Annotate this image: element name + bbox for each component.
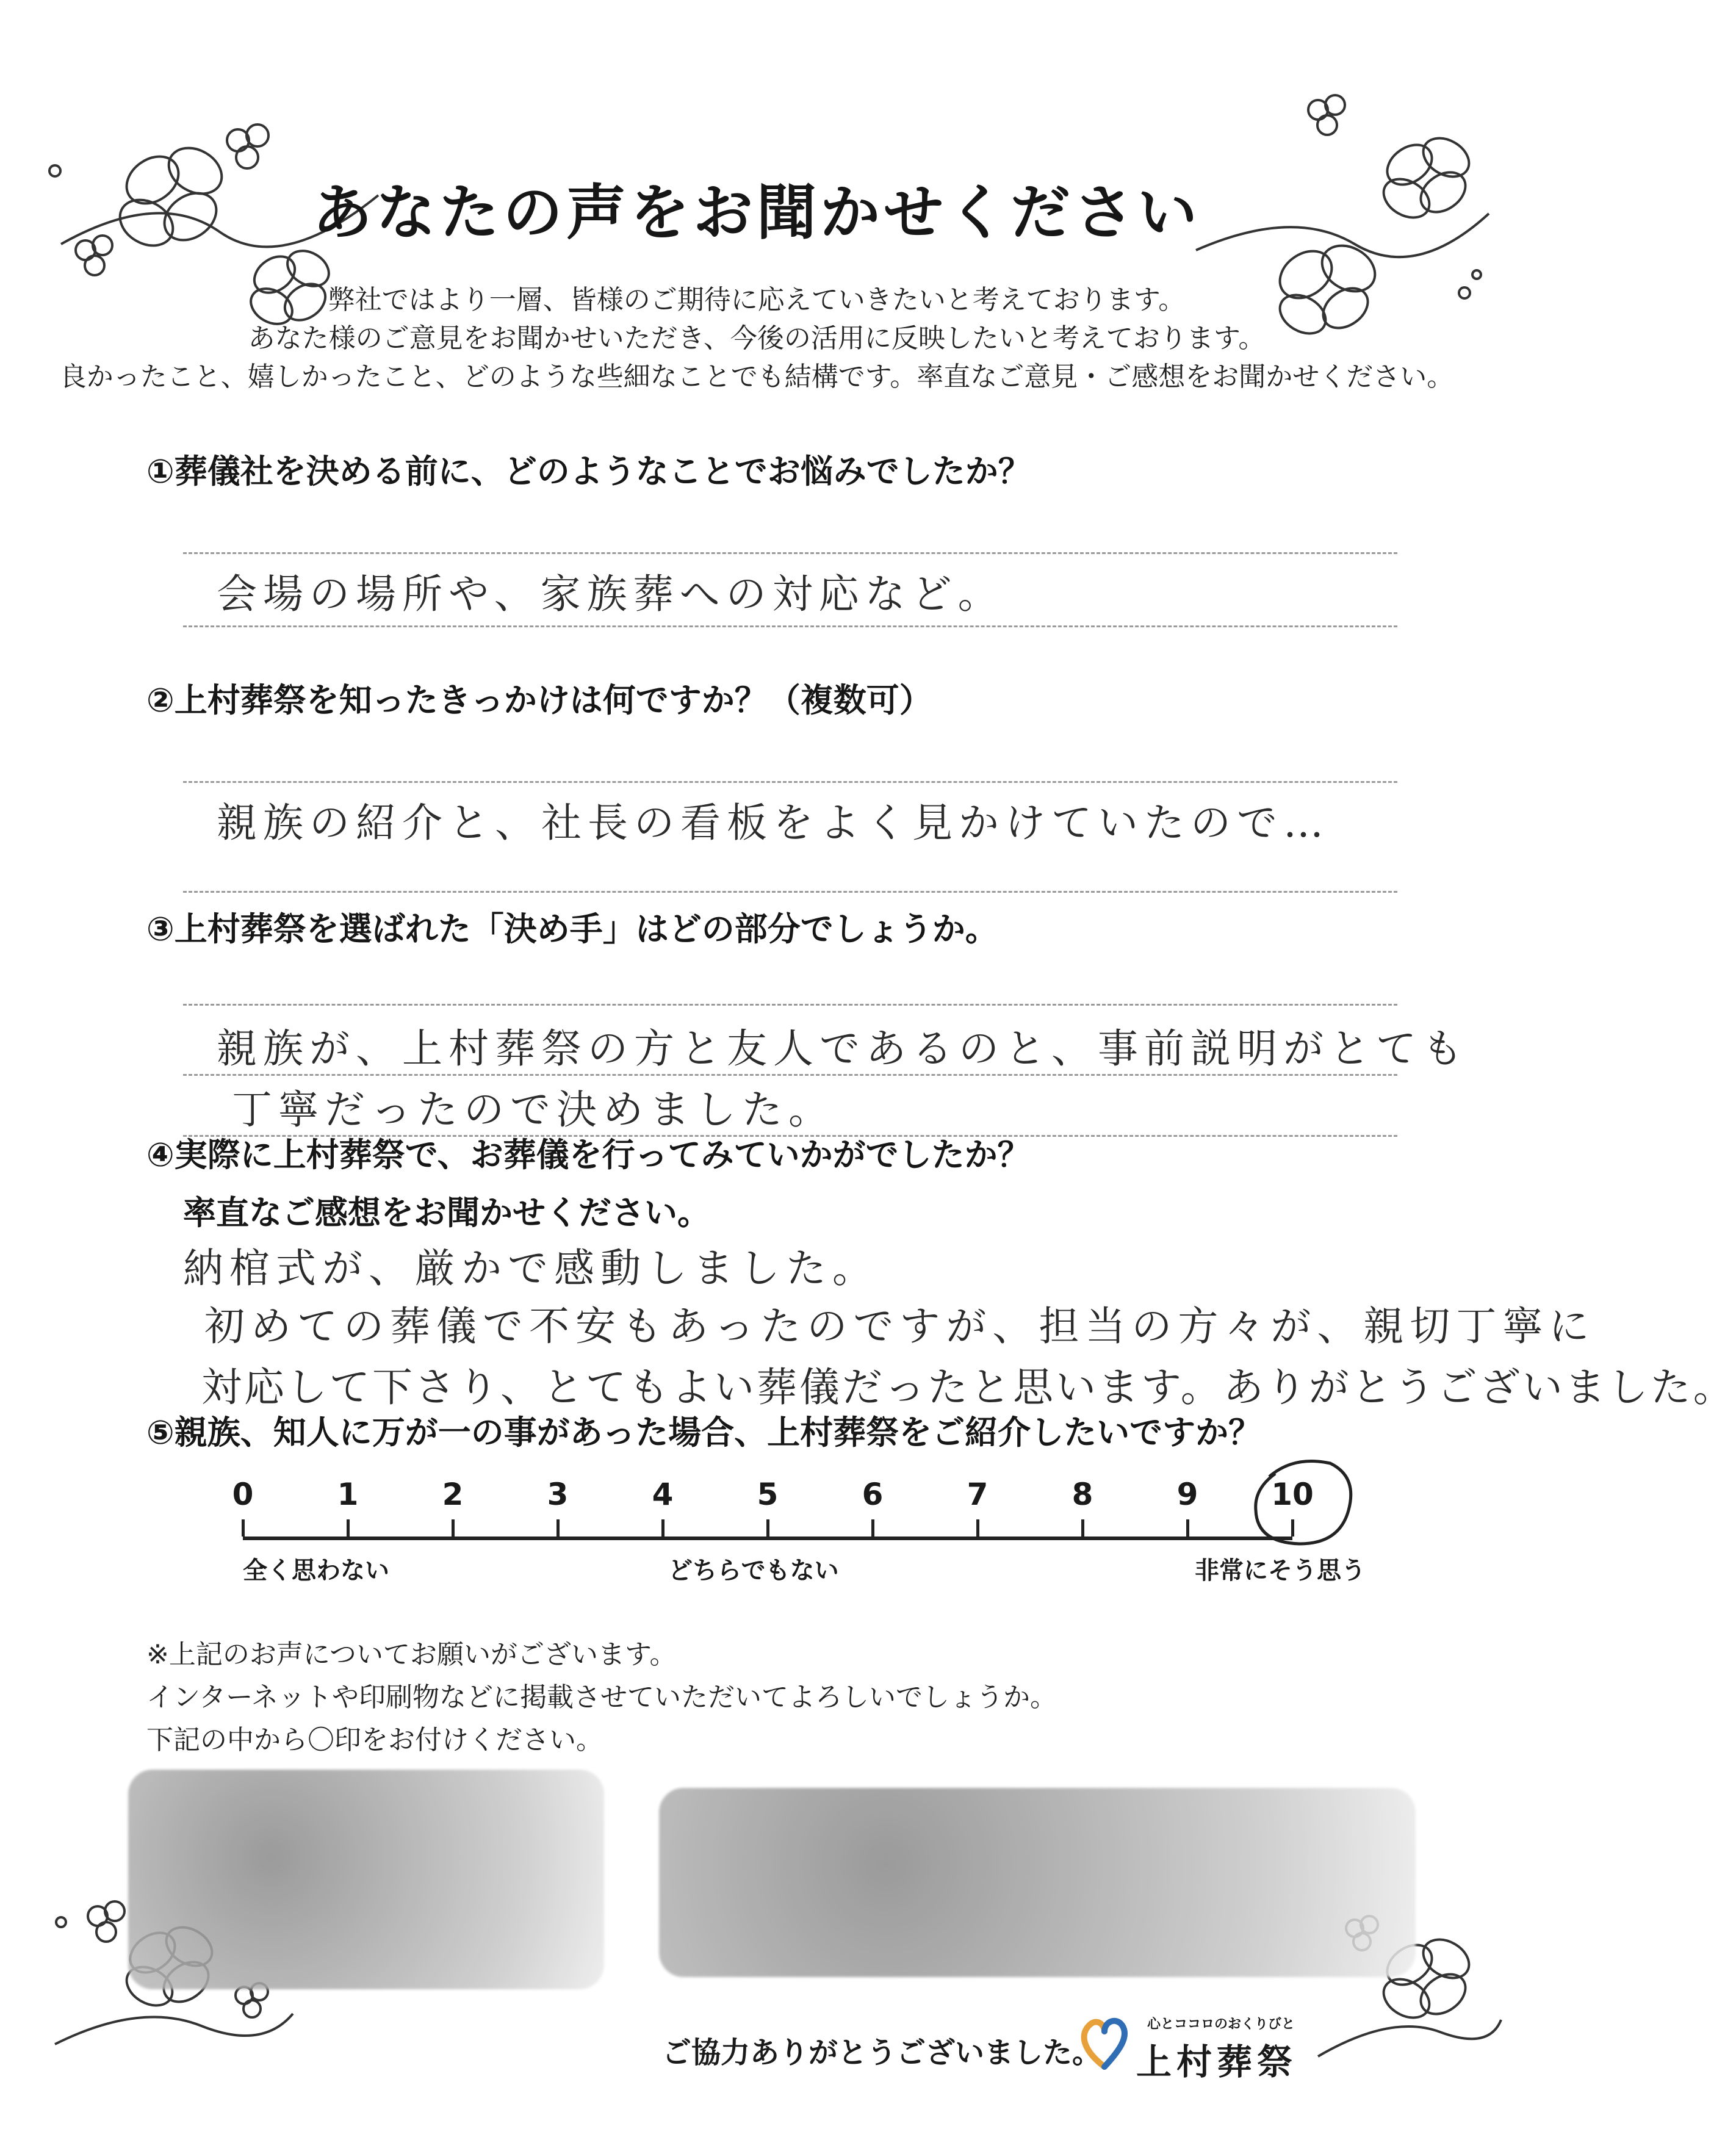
logo-tagline: 心とココロのおくりびと	[1147, 2017, 1295, 2032]
scale-number-1: 1	[337, 1477, 359, 1512]
note-line-3: 下記の中から〇印をお付けください。	[146, 1724, 603, 1756]
answer-line	[183, 1004, 1397, 1006]
scale-number-7: 7	[967, 1477, 989, 1512]
scale-number-4: 4	[652, 1477, 674, 1512]
redacted-area-right	[659, 1788, 1416, 1977]
logo-name: 上村葬祭	[1136, 2041, 1298, 2083]
answer-2: 親族の紹介と、社長の看板をよく見かけていたので…	[217, 799, 1330, 846]
scale-tick	[556, 1519, 560, 1537]
scale-number-8: 8	[1071, 1477, 1093, 1512]
scale-number-0: 0	[232, 1477, 254, 1512]
question-1: ①葬儀社を決める前に、どのようなことでお悩みでしたか？	[146, 452, 1031, 491]
rating-scale-line	[243, 1537, 1292, 1540]
redacted-area-left	[128, 1770, 604, 1989]
scale-label-mid: どちらでもない	[668, 1557, 839, 1585]
intro-line-1: 弊社ではより一層、皆様のご期待に応えていきたいと考えております。	[328, 284, 1186, 315]
answer-4-line-2: 初めての葬儀で不安もあったのですが、担当の方々が、親切丁寧に	[204, 1303, 1596, 1350]
answer-line	[183, 625, 1397, 627]
intro-line-3: 良かったこと、嬉しかったこと、どのような些細なことでも結構です。率直なご意見・ご感想をお聞かせください。	[59, 361, 1454, 392]
scale-tick	[661, 1519, 665, 1537]
scale-number-2: 2	[442, 1477, 464, 1512]
scale-label-low: 全く思わない	[243, 1557, 389, 1585]
scale-label-high: 非常にそう思う	[1195, 1557, 1366, 1585]
scale-number-10: 10	[1271, 1477, 1314, 1512]
answer-line	[183, 781, 1397, 783]
answer-4-line-3: 対応して下さり、とてもよい葬儀だったと思います。ありがとうございました。	[201, 1364, 1736, 1411]
question-5: ⑤親族、知人に万が一の事があった場合、上村葬祭をご紹介したいですか？	[146, 1413, 1262, 1452]
heart-logo-icon	[1077, 2011, 1132, 2072]
scale-number-3: 3	[547, 1477, 569, 1512]
question-3: ③上村葬祭を選ばれた「決め手」はどの部分でしょうか。	[146, 910, 998, 948]
note-line-1: ※上記のお声についてお願いがございます。	[146, 1639, 677, 1670]
scale-tick	[242, 1519, 245, 1537]
answer-3-line-2: 丁寧だったので決めました。	[232, 1086, 835, 1133]
thanks-message: ご協力ありがとうございました。	[662, 2036, 1102, 2070]
page-title: あなたの声をお聞かせください	[312, 178, 1201, 248]
selected-circle-mark	[1233, 1452, 1361, 1562]
answer-4-line-1: 納棺式が、厳かで感動しました。	[183, 1245, 879, 1292]
question-4-line-1: ④実際に上村葬祭で、お葬儀を行ってみていかがでしたか？	[146, 1136, 1031, 1174]
answer-line	[183, 1074, 1397, 1076]
question-4-line-2: 率直なご感想をお聞かせください。	[183, 1194, 710, 1232]
scale-tick	[1081, 1519, 1084, 1537]
question-2: ②上村葬祭を知ったきっかけは何ですか？（複数可）	[146, 681, 932, 719]
scale-number-5: 5	[757, 1477, 779, 1512]
scale-number-6: 6	[862, 1477, 884, 1512]
scale-tick	[871, 1519, 874, 1537]
scale-tick	[347, 1519, 350, 1537]
scale-number-9: 9	[1176, 1477, 1198, 1512]
scale-tick	[976, 1519, 979, 1537]
scale-tick	[1186, 1519, 1189, 1537]
answer-line	[183, 552, 1397, 554]
scale-tick	[452, 1519, 455, 1537]
note-line-2: インターネットや印刷物などに掲載させていただいてよろしいでしょうか。	[146, 1682, 1057, 1713]
scale-tick	[766, 1519, 769, 1537]
intro-line-2: あなた様のご意見をお聞かせいただき、今後の活用に反映したいと考えております。	[248, 323, 1266, 354]
answer-line	[183, 891, 1397, 893]
answer-1: 会場の場所や、家族葬への対応など。	[217, 571, 1004, 618]
answer-3-line-1: 親族が、上村葬祭の方と友人であるのと、事前説明がとても	[217, 1025, 1469, 1072]
